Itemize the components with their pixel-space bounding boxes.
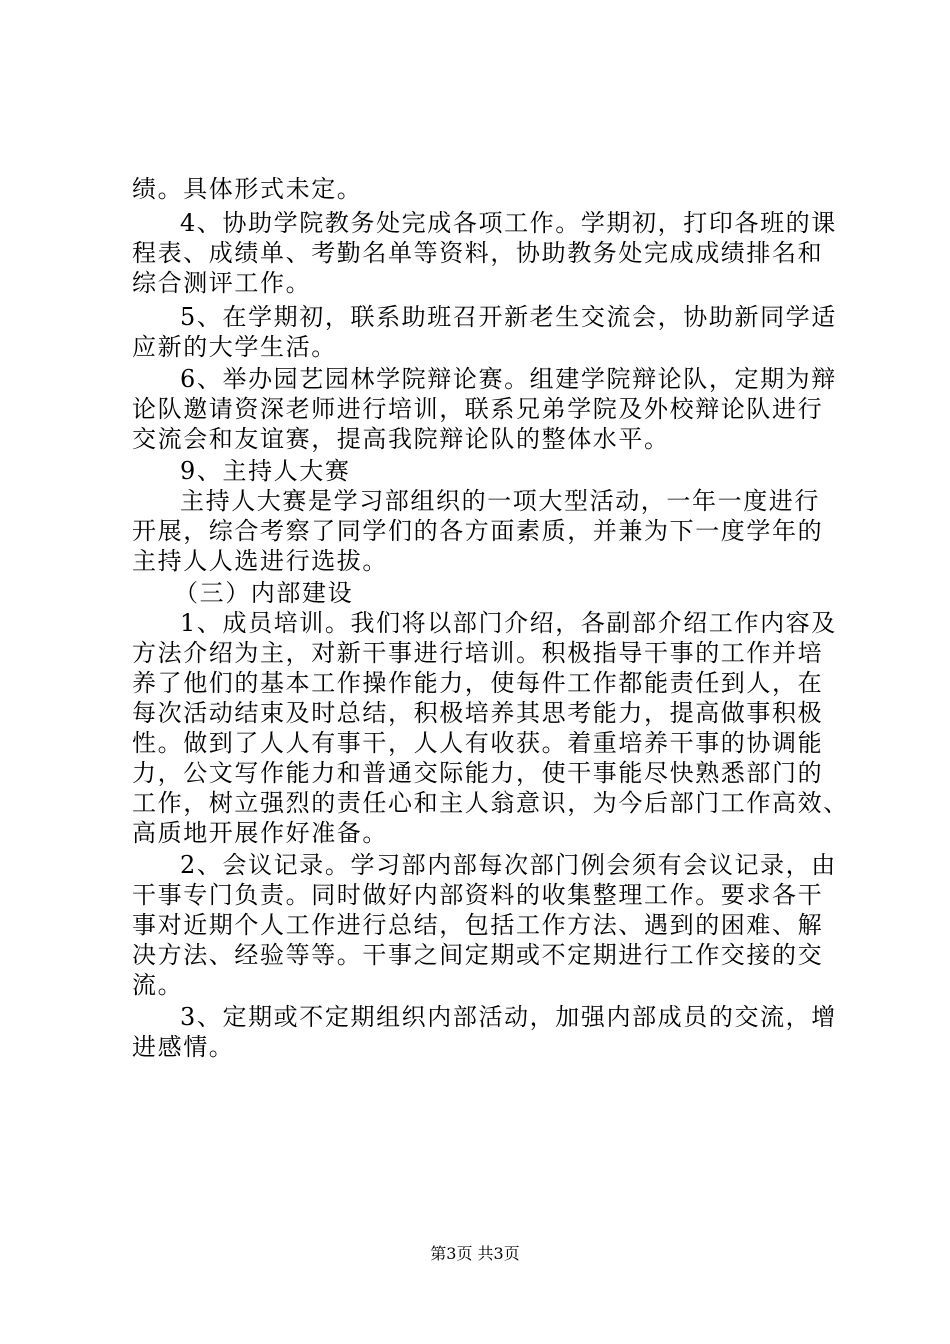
paragraph-line: 开展，综合考察了同学们的各方面素质，并兼为下一度学年的 [132, 517, 824, 545]
paragraph-line: 6、举办园艺园林学院辩论赛。组建学院辩论队，定期为辩 [180, 365, 837, 393]
paragraph-line: 论队邀请资深老师进行培训，联系兄弟学院及外校辩论队进行 [132, 395, 824, 423]
paragraph-line: 1、成员培训。我们将以部门介绍，各副部介绍工作内容及 [180, 609, 837, 637]
paragraph-line: 交流会和友谊赛，提高我院辩论队的整体水平。 [132, 425, 670, 453]
paragraph-line: 决方法、经验等等。干事之间定期或不定期进行工作交接的交 [132, 941, 824, 969]
paragraph-line: 进感情。 [132, 1033, 235, 1061]
paragraph-line: 2、会议记录。学习部内部每次部门例会须有会议记录，由 [180, 851, 837, 879]
paragraph-line: 应新的大学生活。 [132, 333, 337, 361]
paragraph-line: 每次活动结束及时总结，积极培养其思考能力，提高做事积极 [132, 699, 824, 727]
paragraph-line: 3、定期或不定期组织内部活动，加强内部成员的交流，增 [180, 1003, 837, 1031]
page-number-footer: 第3页 共3页 [430, 1244, 520, 1263]
paragraph-line: 绩。具体形式未定。 [132, 175, 363, 203]
paragraph-line: 性。做到了人人有事干，人人有收获。着重培养干事的协调能 [132, 729, 824, 757]
paragraph-line: 力，公文写作能力和普通交际能力，使干事能尽快熟悉部门的 [132, 759, 824, 787]
paragraph-line: 程表、成绩单、考勤名单等资料，协助教务处完成成绩排名和 [132, 239, 824, 267]
paragraph-line: 5、在学期初，联系助班召开新老生交流会，协助新同学适 [180, 303, 837, 331]
paragraph-line: 综合测评工作。 [132, 269, 312, 297]
paragraph-line: 养了他们的基本工作操作能力，使每件工作都能责任到人，在 [132, 669, 824, 697]
paragraph-line: 主持人人选进行选拔。 [132, 547, 388, 575]
paragraph-line: 4、协助学院教务处完成各项工作。学期初，打印各班的课 [180, 209, 837, 237]
paragraph-line: 干事专门负责。同时做好内部资料的收集整理工作。要求各干 [132, 881, 824, 909]
paragraph-line: 主持人大赛是学习部组织的一项大型活动，一年一度进行 [180, 487, 820, 515]
section-heading: （三）内部建设 [174, 579, 354, 607]
paragraph-line: 流。 [132, 971, 184, 999]
paragraph-line: 高质地开展作好准备。 [132, 819, 388, 847]
paragraph-line: 方法介绍为主，对新干事进行培训。积极指导干事的工作并培 [132, 639, 824, 667]
section-heading: 9、主持人大赛 [180, 457, 351, 485]
paragraph-line: 事对近期个人工作进行总结，包括工作方法、遇到的困难、解 [132, 911, 824, 939]
paragraph-line: 工作，树立强烈的责任心和主人翁意识，为今后部门工作高效、 [132, 789, 849, 817]
